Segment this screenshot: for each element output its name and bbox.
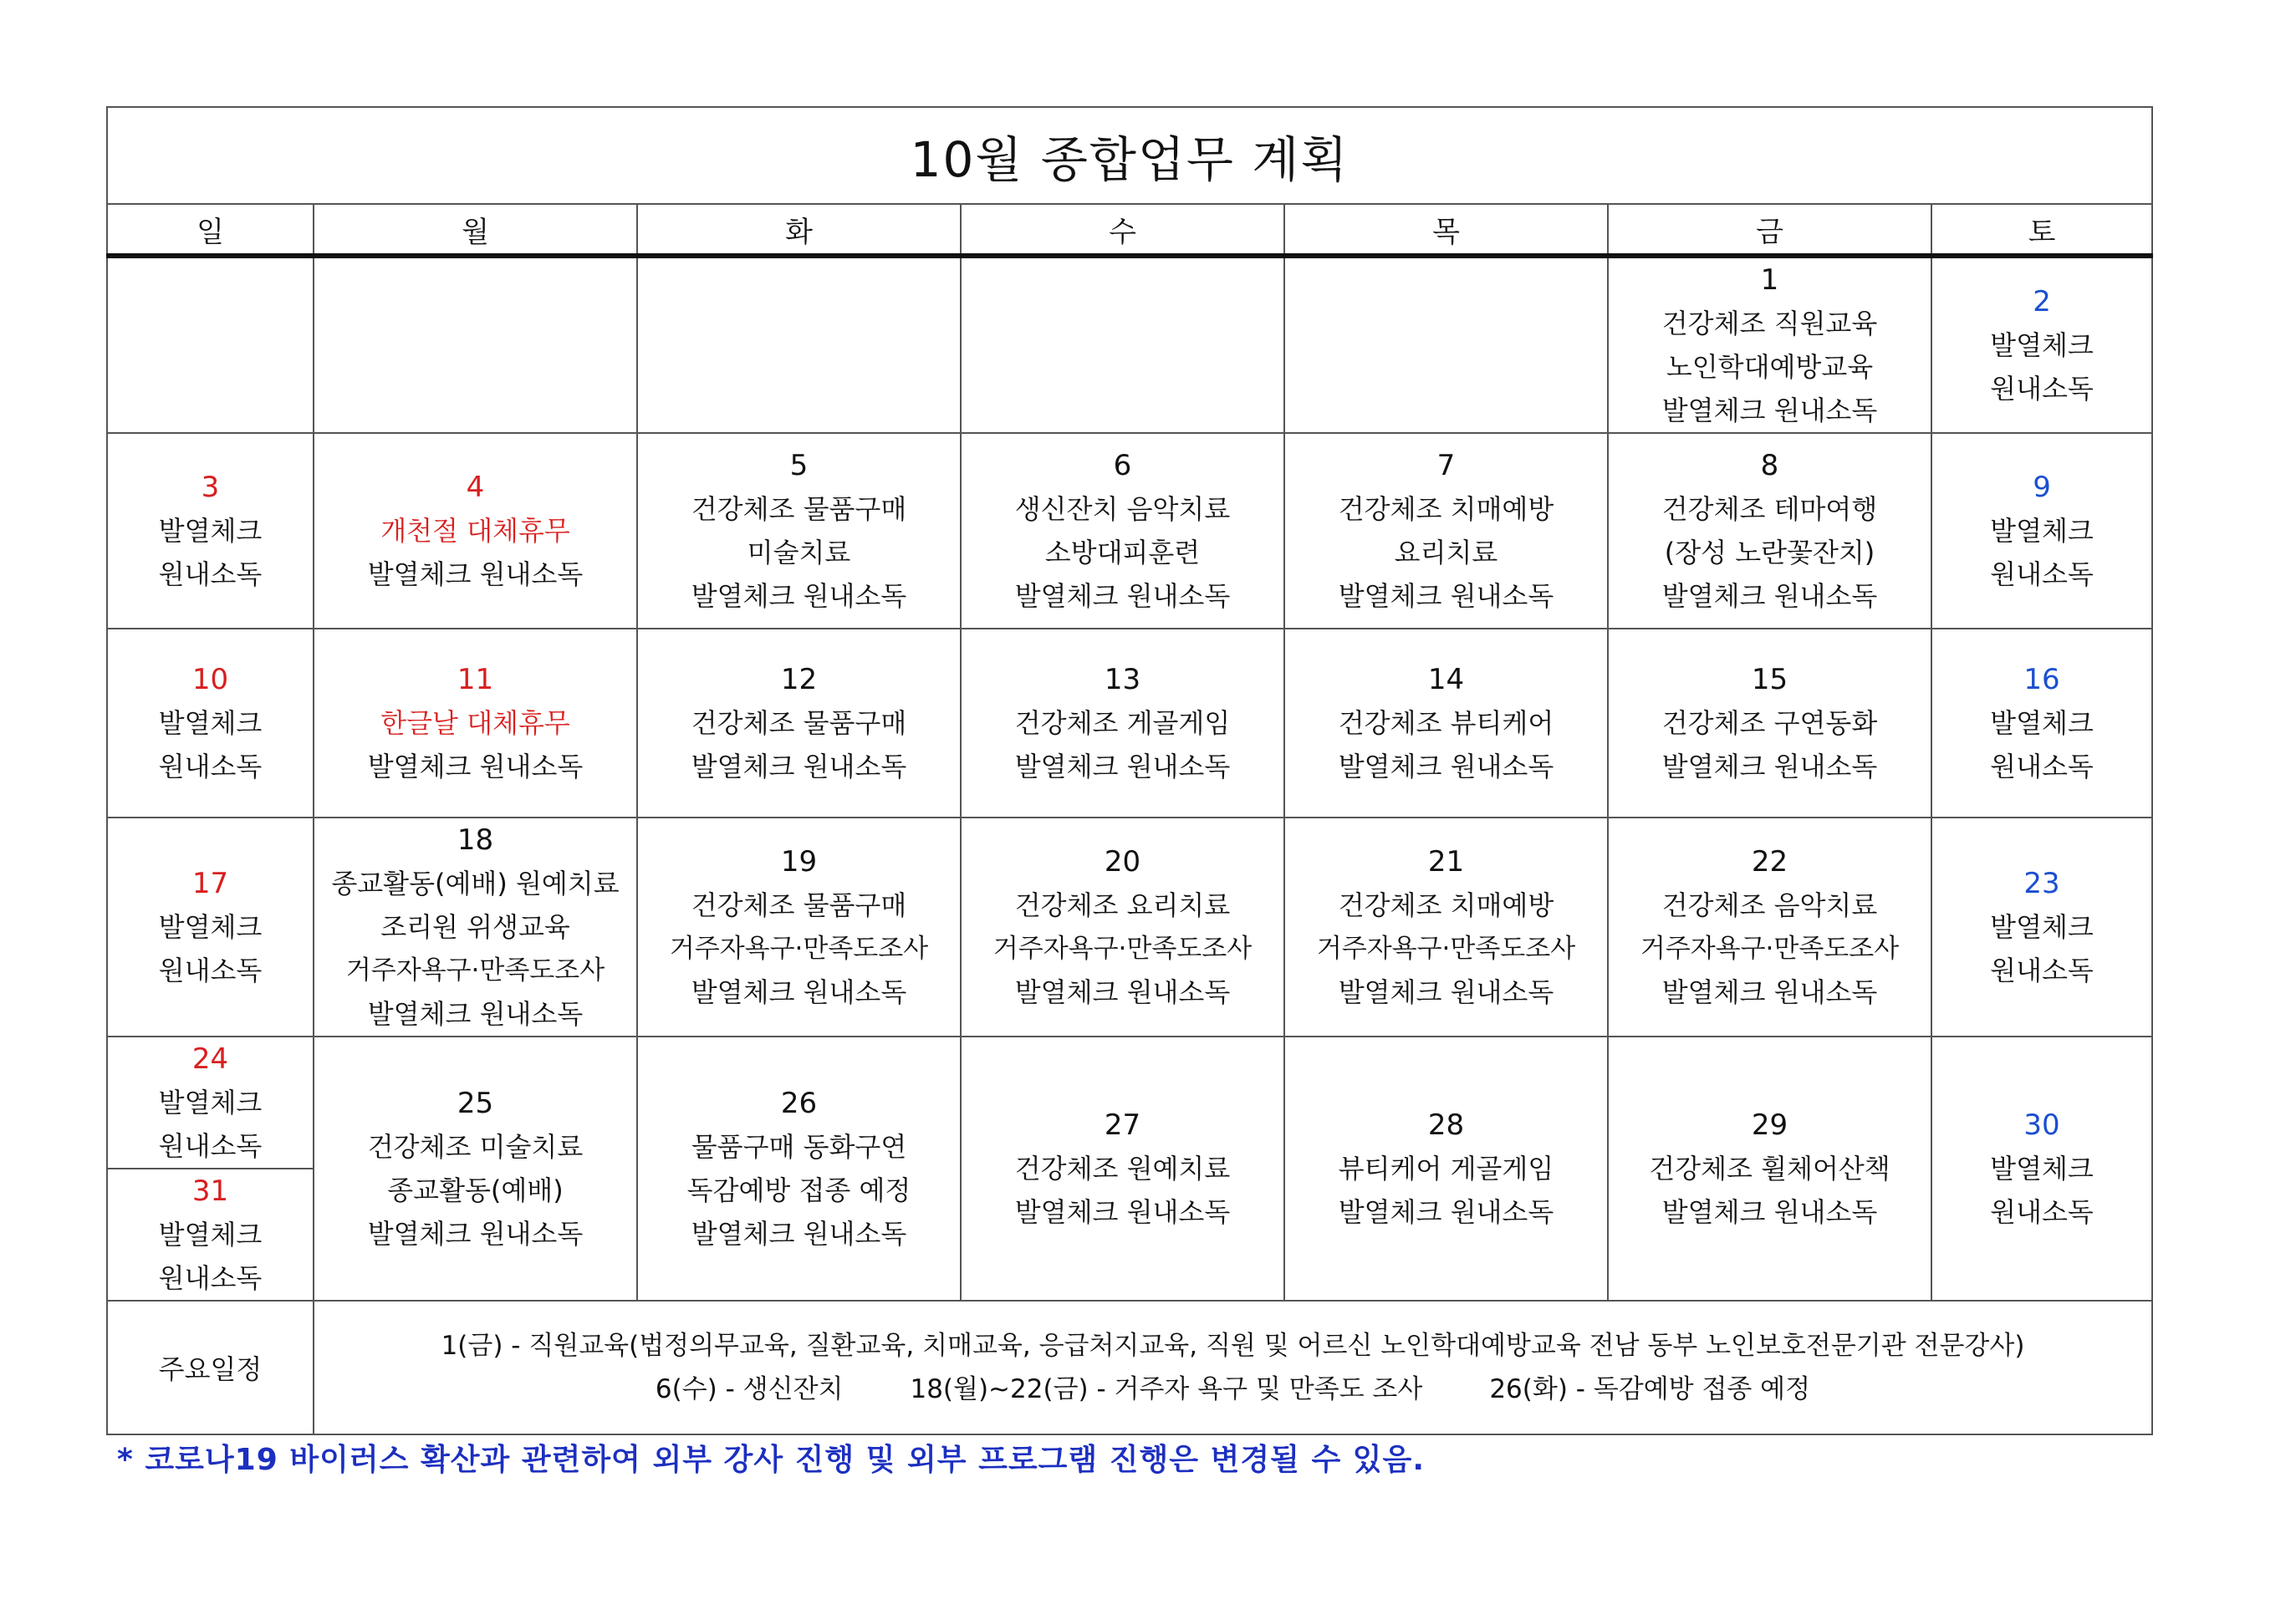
schedule-label: 주요일정 — [107, 1301, 314, 1434]
day-event-line: 생신잔치 음악치료 — [1014, 493, 1231, 525]
day-event-line: 원내소독 — [1990, 955, 2094, 986]
empty-day-cell — [961, 256, 1284, 433]
day-number: 22 — [1751, 845, 1788, 879]
day-event-line: 뷰티케어 게골게임 — [1338, 1153, 1554, 1184]
day-event-line: 발열체크 원내소독 — [367, 558, 584, 590]
day-event-line: 건강체조 게골게임 — [1014, 707, 1231, 739]
day-number: 4 — [466, 471, 485, 504]
day-event-line: (장성 노란꽃잔치) — [1664, 537, 1875, 568]
day-event-line: 원내소독 — [1990, 751, 2094, 782]
day-cell — [637, 1037, 961, 1301]
day-event-line: 발열체크 — [1990, 1153, 2094, 1184]
day-number: 2 — [2033, 285, 2051, 318]
day-event-line: 발열체크 원내소독 — [1661, 395, 1878, 426]
day-cell — [314, 1037, 637, 1301]
page-title: 10월 종합업무 계획 — [107, 107, 2152, 204]
day-number: 15 — [1751, 663, 1788, 696]
day-event-line: 발열체크 원내소독 — [1014, 976, 1231, 1008]
day-event-line: 건강체조 치매예방 — [1338, 889, 1554, 921]
day-event-line: 발열체크 원내소독 — [1661, 751, 1878, 782]
day-event-line: 발열체크 원내소독 — [691, 1218, 907, 1250]
weekday-thu: 목 — [1284, 204, 1608, 256]
day-event-line: 한글날 대체휴무 — [380, 707, 570, 739]
day-cell — [1608, 629, 1931, 818]
day-event-line: 거주자욕구·만족도조사 — [345, 955, 605, 986]
day-number: 19 — [780, 845, 818, 879]
day-number: 12 — [780, 663, 818, 696]
day-event-line: 발열체크 — [158, 707, 263, 739]
day-event-line: 발열체크 원내소독 — [367, 998, 584, 1030]
day-event-line: 개천절 대체휴무 — [380, 515, 570, 547]
day-event-line: 독감예방 접종 예정 — [686, 1174, 911, 1206]
day-event-line: 발열체크 원내소독 — [1338, 751, 1554, 782]
day-number: 27 — [1104, 1108, 1141, 1142]
day-event-line: 건강체조 음악치료 — [1661, 889, 1878, 921]
weekday-mon: 월 — [314, 204, 637, 256]
day-event-line: 발열체크 원내소독 — [1338, 976, 1554, 1008]
day-number: 21 — [1427, 845, 1465, 879]
empty-day-cell — [107, 256, 314, 433]
day-number: 6 — [1113, 449, 1132, 482]
day-event-line: 원내소독 — [1990, 373, 2094, 405]
day-number: 23 — [2023, 867, 2060, 900]
day-number: 29 — [1751, 1108, 1788, 1142]
day-number: 16 — [2023, 663, 2060, 696]
day-number: 24 — [191, 1042, 229, 1076]
day-cell — [1284, 629, 1608, 818]
day-cell — [961, 433, 1284, 629]
day-event-line: 거주자욕구·만족도조사 — [669, 934, 929, 964]
day-event-line: 거주자욕구·만족도조사 — [1640, 934, 1900, 964]
day-event-line: 건강체조 휠체어산책 — [1649, 1153, 1890, 1184]
schedule-line-1: 1(금) - 직원교육(법정의무교육, 질환교육, 치매교육, 응급처지교육, 직원 및 어르신 노인학대예방교육 전남 동부 노인보호전문기관 전문강사) — [441, 1331, 2025, 1361]
day-event-line: 건강체조 테마여행 — [1661, 493, 1878, 525]
day-event-line: 건강체조 구연동화 — [1661, 707, 1878, 739]
day-cell — [961, 1037, 1284, 1301]
day-number: 25 — [457, 1087, 494, 1120]
day-number: 30 — [2023, 1108, 2060, 1142]
day-cell — [1284, 433, 1608, 629]
day-event-line: 요리치료 — [1394, 537, 1498, 568]
day-event-line: 건강체조 요리치료 — [1014, 889, 1231, 921]
schedule-body — [314, 1301, 2152, 1434]
day-event-line: 발열체크 원내소독 — [367, 751, 584, 782]
day-event-line: 발열체크 원내소독 — [1661, 580, 1878, 612]
day-cell — [1931, 629, 2152, 818]
day-event-line: 발열체크 — [158, 911, 263, 943]
day-number: 7 — [1436, 449, 1456, 482]
day-cell — [314, 629, 637, 818]
day-event-line: 원내소독 — [158, 751, 263, 782]
day-event-line: 원내소독 — [158, 558, 263, 590]
day-cell — [1284, 1037, 1608, 1301]
day-event-line: 원내소독 — [158, 1262, 263, 1294]
day-number: 1 — [1760, 263, 1779, 297]
monthly-plan-table — [106, 106, 2153, 1435]
day-event-line: 종교활동(예배) 원예치료 — [331, 868, 620, 899]
day-event-line: 발열체크 원내소독 — [1338, 580, 1554, 612]
day-cell — [107, 1169, 314, 1301]
day-cell — [637, 629, 961, 818]
day-event-line: 발열체크 — [1990, 515, 2094, 547]
day-cell — [1931, 256, 2152, 433]
day-event-line: 발열체크 — [1990, 329, 2094, 361]
day-event-line: 조리원 위생교육 — [380, 911, 570, 943]
day-number: 5 — [789, 449, 809, 482]
day-event-line: 발열체크 — [158, 1087, 263, 1118]
day-number: 17 — [191, 867, 229, 900]
day-event-line: 거주자욕구·만족도조사 — [992, 934, 1253, 964]
day-number: 10 — [191, 663, 229, 696]
day-cell — [1608, 256, 1931, 433]
day-number: 26 — [780, 1087, 818, 1120]
day-event-line: 소방대피훈련 — [1044, 537, 1201, 568]
day-cell — [314, 818, 637, 1037]
day-cell — [107, 1037, 314, 1169]
schedule-line-2 — [314, 1368, 2151, 1411]
day-event-line: 발열체크 원내소독 — [691, 580, 907, 612]
day-cell — [107, 629, 314, 818]
day-cell — [107, 433, 314, 629]
day-number: 3 — [201, 471, 220, 504]
covid-notice: * 코로나19 바이러스 확산과 관련하여 외부 강사 진행 및 외부 프로그램 진행은 변경될 수 있음. — [117, 1443, 1426, 1477]
day-event-line: 발열체크 원내소독 — [1014, 580, 1231, 612]
day-event-line: 물품구매 동화구연 — [691, 1131, 907, 1163]
day-event-line: 원내소독 — [1990, 558, 2094, 590]
schedule-item: 18(월)~22(금) - 거주자 욕구 및 만족도 조사 — [910, 1374, 1423, 1404]
day-event-line: 발열체크 원내소독 — [1014, 751, 1231, 782]
day-cell — [1284, 818, 1608, 1037]
day-cell — [961, 629, 1284, 818]
day-event-line: 건강체조 물품구매 — [691, 493, 907, 525]
schedule-item: 6(수) - 생신잔치 — [655, 1374, 844, 1404]
day-event-line: 원내소독 — [158, 1130, 263, 1162]
day-cell — [637, 818, 961, 1037]
day-event-line: 발열체크 원내소독 — [1661, 1196, 1878, 1228]
day-number: 28 — [1427, 1108, 1465, 1142]
day-cell — [107, 818, 314, 1037]
day-event-line: 발열체크 — [158, 515, 263, 547]
day-number: 14 — [1427, 663, 1465, 696]
day-event-line: 건강체조 미술치료 — [367, 1131, 584, 1163]
day-event-line: 건강체조 물품구매 — [691, 707, 907, 739]
day-event-line: 발열체크 — [158, 1219, 263, 1251]
day-event-line: 건강체조 물품구매 — [691, 889, 907, 921]
day-event-line: 발열체크 원내소독 — [367, 1218, 584, 1250]
day-event-line: 거주자욕구·만족도조사 — [1316, 934, 1576, 964]
day-cell — [637, 433, 961, 629]
weekday-sun: 일 — [107, 204, 314, 256]
day-event-line: 원내소독 — [158, 955, 263, 986]
weekday-fri: 금 — [1608, 204, 1931, 256]
day-cell — [1608, 1037, 1931, 1301]
day-cell — [1931, 818, 2152, 1037]
schedule-item: 26(화) - 독감예방 접종 예정 — [1489, 1374, 1811, 1404]
day-number: 8 — [1760, 449, 1779, 482]
day-event-line: 발열체크 원내소독 — [691, 976, 907, 1008]
day-event-line: 건강체조 직원교육 — [1661, 308, 1878, 339]
day-cell — [314, 433, 637, 629]
day-number: 13 — [1104, 663, 1141, 696]
day-cell — [1931, 433, 2152, 629]
day-event-line: 건강체조 원예치료 — [1014, 1153, 1231, 1184]
day-event-line: 발열체크 원내소독 — [1661, 976, 1878, 1008]
day-cell — [1608, 818, 1931, 1037]
day-event-line: 발열체크 — [1990, 911, 2094, 943]
day-event-line: 종교활동(예배) — [387, 1174, 564, 1206]
day-event-line: 발열체크 원내소독 — [1014, 1196, 1231, 1228]
day-event-line: 미술치료 — [747, 537, 851, 568]
empty-day-cell — [314, 256, 637, 433]
empty-day-cell — [1284, 256, 1608, 433]
day-number: 11 — [457, 663, 494, 696]
day-event-line: 건강체조 뷰티케어 — [1338, 707, 1554, 739]
day-event-line: 발열체크 — [1990, 707, 2094, 739]
day-event-line: 발열체크 원내소독 — [691, 751, 907, 782]
day-cell — [961, 818, 1284, 1037]
day-number: 31 — [191, 1174, 229, 1208]
day-event-line: 건강체조 치매예방 — [1338, 493, 1554, 525]
day-event-line: 발열체크 원내소독 — [1338, 1196, 1554, 1228]
day-number: 20 — [1104, 845, 1141, 879]
day-cell — [1931, 1037, 2152, 1301]
weekday-tue: 화 — [637, 204, 961, 256]
day-event-line: 노인학대예방교육 — [1666, 351, 1874, 383]
day-event-line: 원내소독 — [1990, 1196, 2094, 1228]
day-cell — [1608, 433, 1931, 629]
empty-day-cell — [637, 256, 961, 433]
weekday-sat: 토 — [1931, 204, 2152, 256]
day-number: 9 — [2033, 471, 2051, 504]
day-number: 18 — [457, 823, 494, 857]
weekday-wed: 수 — [961, 204, 1284, 256]
